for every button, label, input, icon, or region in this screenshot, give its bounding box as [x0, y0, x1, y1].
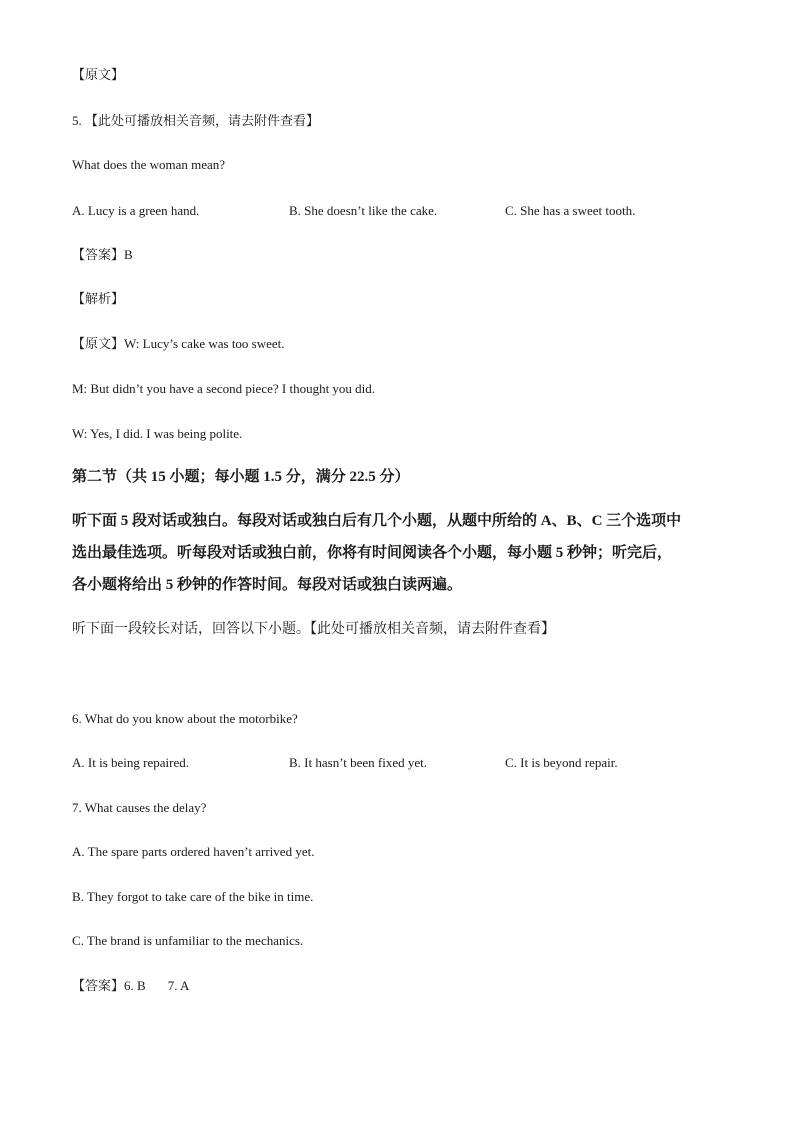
section-2-instruction-3: 各小题将给出 5 秒钟的作答时间。每段对话或独白读两遍。: [72, 577, 463, 593]
transcript-line-2: M: But didn’t you have a second piece? I thought you did.: [72, 381, 376, 396]
section-2-instruction-2: 选出最佳选项。听每段对话或独白前，你将有时间阅读各个小题，每小题 5 秒钟；听完后，: [72, 545, 673, 561]
q5-option-c: C. She has a sweet tooth.: [505, 203, 636, 218]
q6-option-b: B. It hasn’t been fixed yet.: [289, 755, 428, 770]
answer-7: 7. A: [167, 978, 190, 993]
question-5-text: What does the woman mean?: [72, 157, 226, 172]
transcript-line-3: W: Yes, I did. I was being polite.: [72, 426, 243, 441]
question-number: 5.: [72, 113, 82, 128]
answers-6-7: [72, 977, 189, 995]
analysis-label: 【解析】: [72, 291, 125, 306]
q7-option-a: A. The spare parts ordered haven’t arrived yet.: [72, 844, 315, 859]
question-5-title: [72, 112, 319, 130]
section-2-heading: 第二节（共 15 小题；每小题 1.5 分，满分 22.5 分）: [72, 469, 410, 485]
original-text-header: 【原文】: [72, 67, 125, 82]
transcript-line-1: [72, 335, 285, 353]
answers-label: 【答案】: [72, 978, 125, 993]
question-6-text: 6. What do you know about the motorbike?: [72, 711, 298, 726]
q5-option-b: B. She doesn’t like the cake.: [289, 203, 438, 218]
section-2-instruction-1: 听下面 5 段对话或独白。每段对话或独白后有几个小题，从题中所给的 A、B、C 三个选项中: [72, 513, 682, 529]
transcript-text: W: Lucy’s cake was too sweet.: [124, 336, 285, 351]
question-7-text: 7. What causes the delay?: [72, 800, 207, 815]
answer-label: 【答案】: [72, 247, 125, 262]
answer-6: 6. B: [124, 978, 146, 993]
transcript-label: 【原文】: [72, 336, 125, 351]
q6-option-a: A. It is being repaired.: [72, 755, 189, 770]
q5-answer: [72, 246, 133, 264]
q5-option-a: A. Lucy is a green hand.: [72, 203, 200, 218]
q6-option-c: C. It is beyond repair.: [505, 755, 618, 770]
q7-option-b: B. They forgot to take care of the bike in time.: [72, 889, 314, 904]
answer-value: B: [124, 247, 133, 262]
audio-note[interactable]: 【此处可播放相关音频，请去附件查看】: [85, 113, 320, 128]
listen-prompt[interactable]: 听下面一段较长对话，回答以下小题。【此处可播放相关音频，请去附件查看】: [72, 622, 555, 637]
q7-option-c: C. The brand is unfamiliar to the mechanics.: [72, 933, 304, 948]
